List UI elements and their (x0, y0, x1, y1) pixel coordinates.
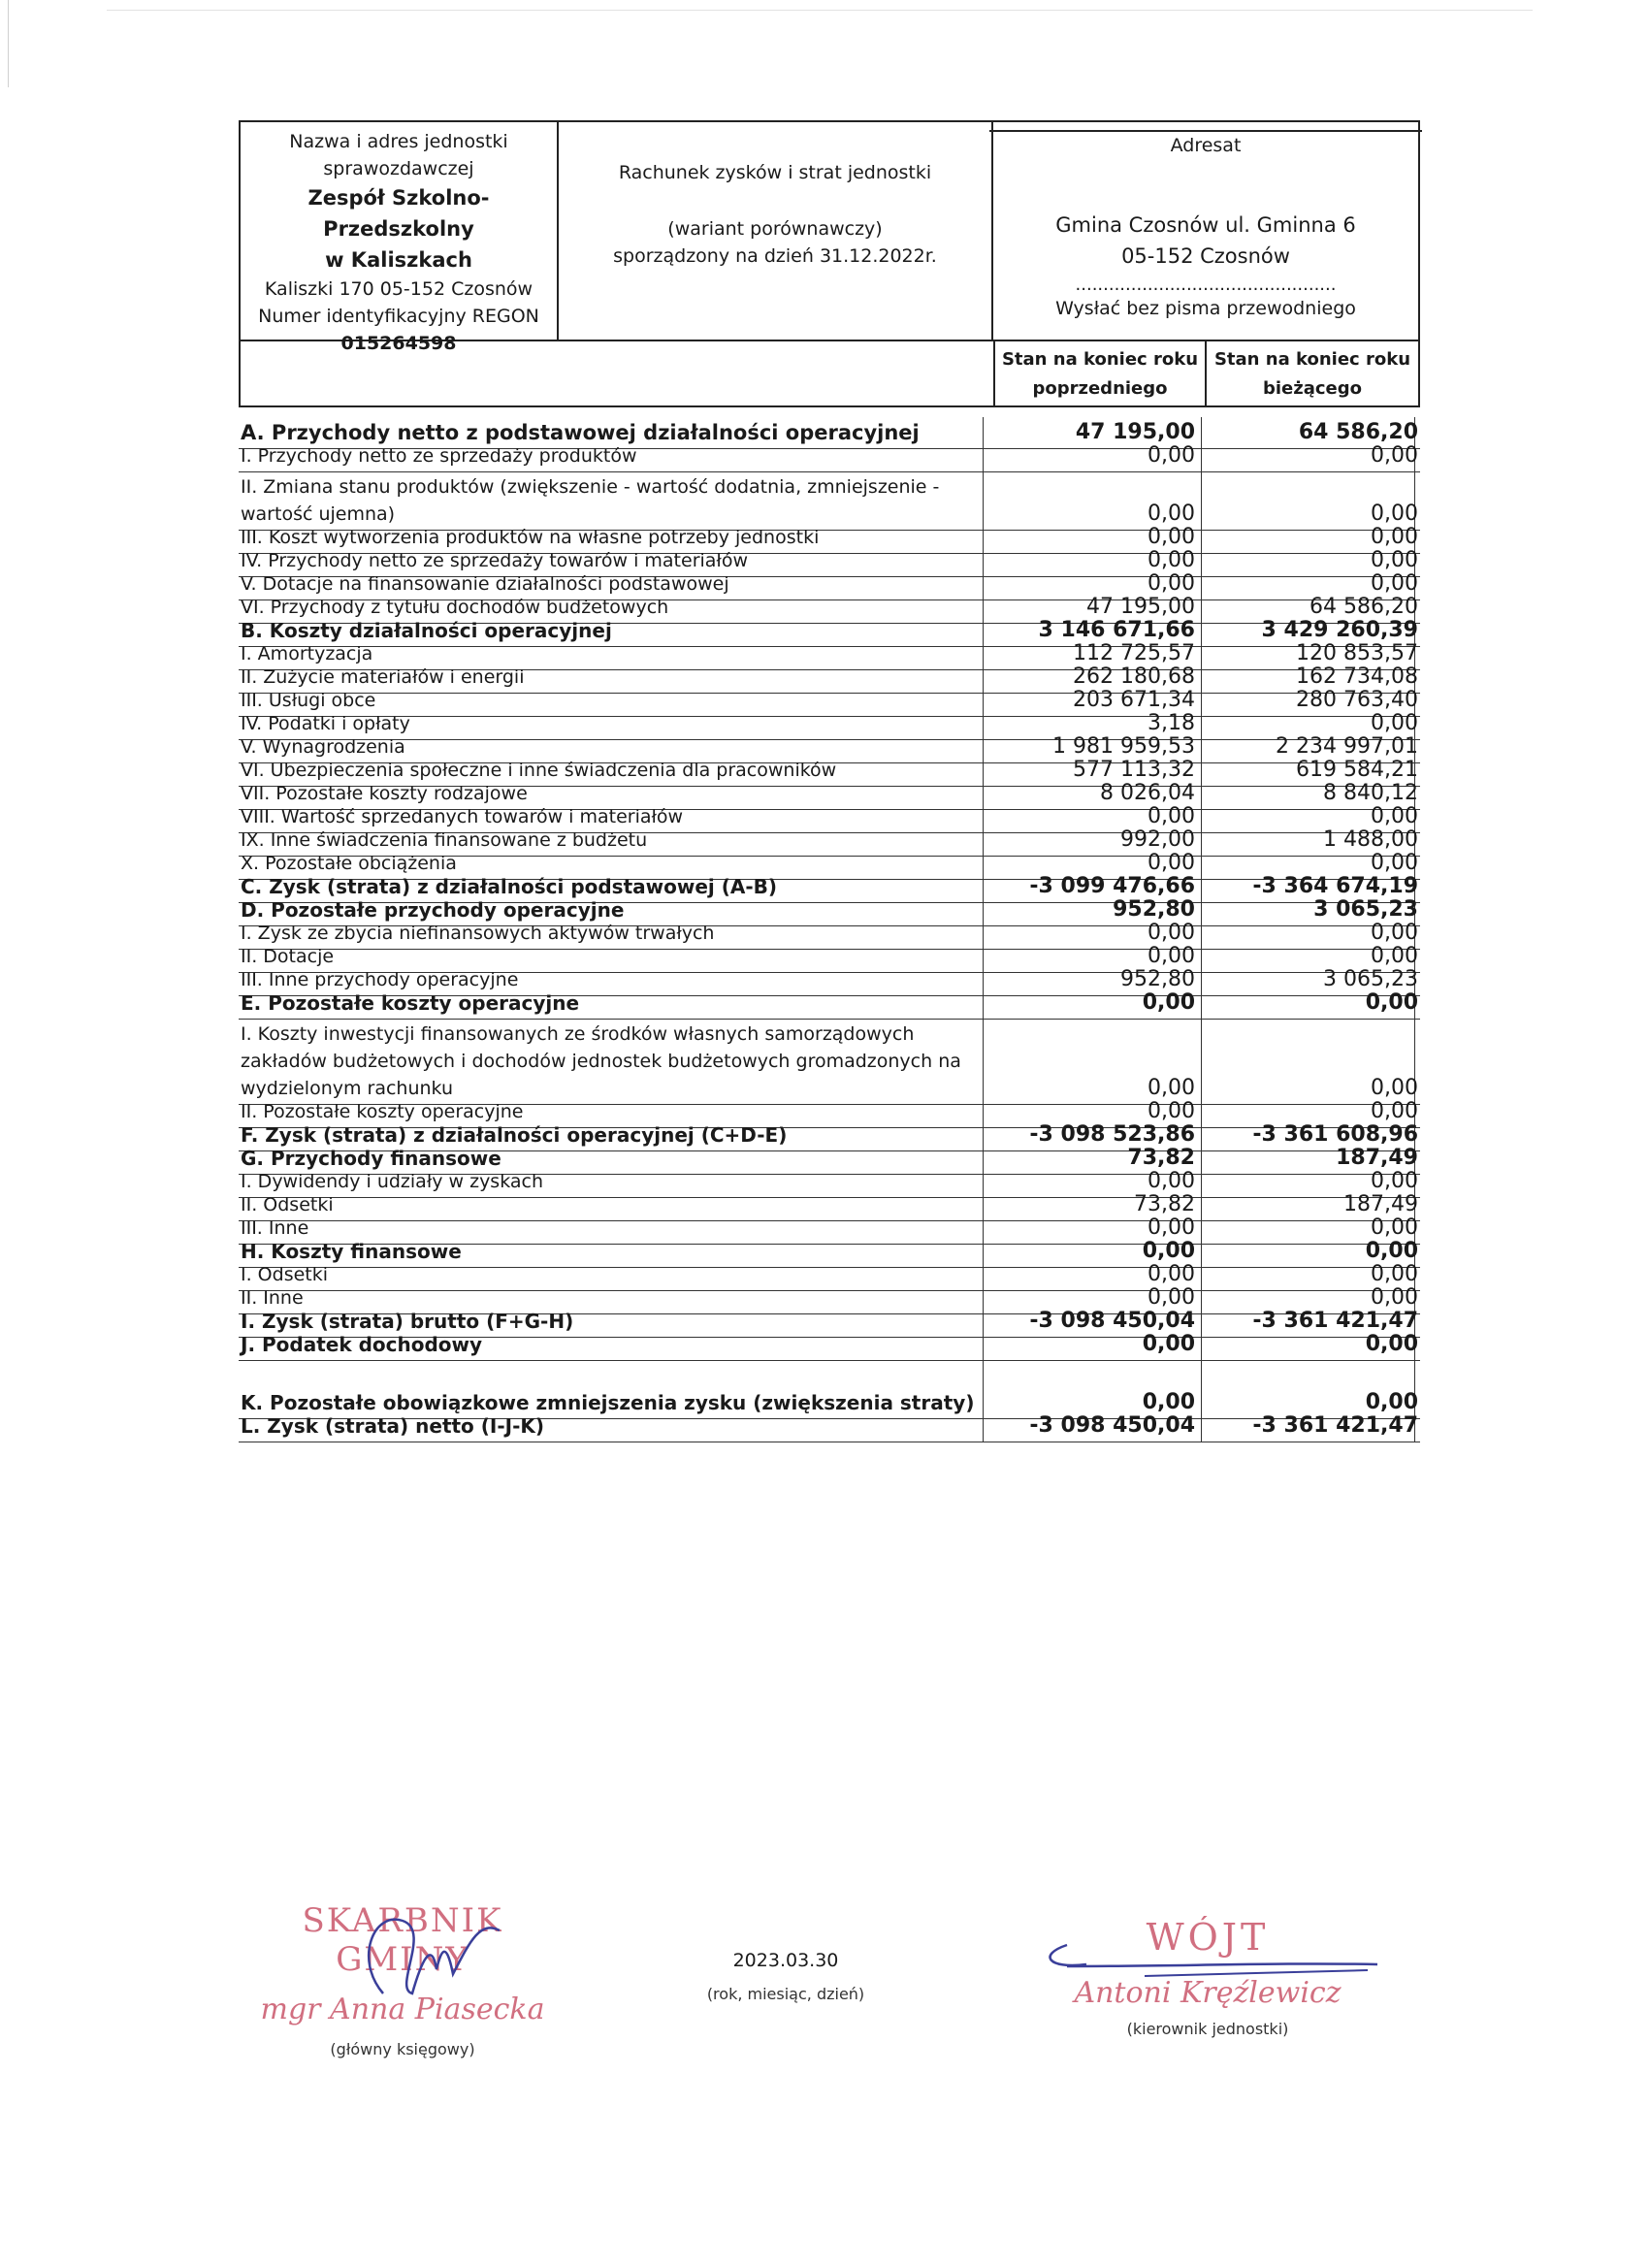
row-label: F. Zysk (strata) z działalności operacyjnej (C+D-E) (241, 1123, 788, 1147)
accountant-signature (238, 1901, 567, 2058)
column-divider (983, 694, 984, 716)
row-value-previous: 0,00 (1148, 548, 1195, 572)
table-row (239, 1332, 1420, 1361)
row-value-current: 3 065,23 (1323, 967, 1418, 991)
column-curr-line1: Stan na koniec roku (1213, 349, 1411, 370)
row-label: II. Pozostałe koszty operacyjne (241, 1101, 524, 1122)
column-divider (983, 1268, 984, 1290)
row-label: B. Koszty działalności operacyjnej (241, 619, 612, 642)
row-value-previous: -3 099 476,66 (1029, 874, 1195, 898)
row-label: I. Odsetki (241, 1264, 329, 1285)
row-value-current: 187,49 (1336, 1146, 1418, 1170)
entity-cell (241, 122, 559, 354)
row-value-current: 0,00 (1365, 1332, 1418, 1356)
recipient-label: Adresat (1170, 135, 1242, 156)
row-value-current: 0,00 (1371, 1262, 1418, 1286)
entity-label-line2: sprawozdawczej (323, 158, 474, 179)
row-label: IV. Podatki i opłaty (241, 713, 410, 734)
column-divider (983, 996, 984, 1019)
row-value-current: 0,00 (1371, 1099, 1418, 1123)
column-divider (983, 1314, 984, 1337)
date-caption: (rok, miesiąc, dzień) (706, 1985, 865, 2003)
row-value-previous: -3 098 450,04 (1029, 1413, 1195, 1438)
entity-name-line1: Zespół Szkolno-Przedszkolny (307, 186, 490, 241)
accountant-stamp: SKARBNIK GMINY (302, 1901, 503, 1979)
table-row (239, 443, 1420, 472)
row-value-previous: 203 671,34 (1073, 688, 1195, 712)
row-value-current: 0,00 (1371, 1076, 1418, 1100)
row-value-current: 3 065,23 (1313, 897, 1418, 922)
row-label: A. Przychody netto z podstawowej działalności operacyjnej (241, 421, 920, 444)
column-divider (983, 1105, 984, 1127)
row-value-previous: 0,00 (1148, 1285, 1195, 1310)
row-label: II. Odsetki (241, 1194, 334, 1215)
accountant-name: mgr Anna Piasecka (260, 1993, 545, 2026)
row-value-previous: -3 098 450,04 (1029, 1309, 1195, 1333)
row-label: D. Pozostałe przychody operacyjne (241, 898, 625, 922)
recipient-cell (993, 122, 1418, 340)
report-title: Rachunek zysków i strat jednostki (618, 162, 932, 183)
row-label: V. Wynagrodzenia (241, 736, 405, 758)
table-row (239, 472, 1420, 531)
income-statement-table (239, 417, 1420, 1442)
row-value-previous: 0,00 (1148, 1215, 1195, 1240)
column-divider (983, 973, 984, 995)
row-label: L. Zysk (strata) netto (I-J-K) (241, 1414, 545, 1438)
row-value-current: 0,00 (1365, 1239, 1418, 1263)
column-divider (983, 1020, 984, 1104)
regon-number: 015264598 (340, 333, 457, 354)
entity-label-line1: Nazwa i adres jednostki (289, 131, 508, 152)
row-label: E. Pozostałe koszty operacyjne (241, 991, 580, 1015)
report-header (239, 120, 1420, 354)
row-value-previous: 0,00 (1148, 921, 1195, 945)
row-value-current: 280 763,40 (1296, 688, 1418, 712)
column-divider (983, 670, 984, 693)
column-divider (983, 1128, 984, 1150)
row-value-current: 0,00 (1371, 921, 1418, 945)
column-divider (983, 1245, 984, 1267)
column-divider (983, 1151, 984, 1174)
column-divider (983, 449, 984, 471)
row-value-previous: 0,00 (1142, 1332, 1195, 1356)
row-value-previous: 0,00 (1148, 571, 1195, 596)
head-caption: (kierownik jednostki) (1126, 2020, 1289, 2038)
row-value-current: 64 586,20 (1310, 595, 1418, 619)
row-label: III. Inne przychody operacyjne (241, 969, 519, 990)
row-label: III. Inne (241, 1217, 309, 1239)
row-label: I. Przychody netto ze sprzedaży produktów (241, 445, 637, 467)
row-value-previous: 0,00 (1148, 1076, 1195, 1100)
row-label: II. Dotacje (241, 946, 335, 967)
column-divider (983, 717, 984, 739)
column-divider (983, 600, 984, 623)
accountant-handwritten-signature (238, 1901, 567, 2018)
column-divider (983, 787, 984, 809)
column-curr-line2: bieżącego (1262, 378, 1362, 399)
row-value-previous: 0,00 (1148, 804, 1195, 828)
row-value-current: 3 429 260,39 (1261, 618, 1418, 642)
column-divider (983, 1221, 984, 1244)
row-value-previous: 577 113,32 (1073, 758, 1195, 782)
row-value-previous: 0,00 (1148, 851, 1195, 875)
row-value-previous: -3 098 523,86 (1029, 1122, 1195, 1147)
column-divider (983, 903, 984, 925)
row-value-current: 187,49 (1343, 1192, 1418, 1216)
row-value-current: 0,00 (1365, 990, 1418, 1015)
row-value-current: 0,00 (1371, 1285, 1418, 1310)
recipient-line1: Gmina Czosnów ul. Gminna 6 (1055, 213, 1356, 237)
row-value-previous: 47 195,00 (1086, 595, 1195, 619)
row-value-previous: 0,00 (1148, 1099, 1195, 1123)
row-value-current: 1 488,00 (1323, 827, 1418, 852)
row-value-previous: 952,80 (1120, 967, 1195, 991)
row-value-current: 0,00 (1371, 443, 1418, 468)
column-divider (983, 417, 984, 448)
row-value-previous: 992,00 (1120, 827, 1195, 852)
row-label: VIII. Wartość sprzedanych towarów i materiałów (241, 806, 684, 827)
row-value-current: -3 361 421,47 (1252, 1413, 1418, 1438)
row-value-current: -3 361 608,96 (1252, 1122, 1418, 1147)
table-row (239, 1361, 1420, 1419)
column-divider (983, 880, 984, 902)
column-divider (983, 833, 984, 856)
row-value-previous: 262 180,68 (1073, 664, 1195, 689)
column-divider (983, 624, 984, 646)
column-divider (983, 1175, 984, 1197)
head-stamp: WÓJT (1146, 1916, 1270, 1959)
row-label: V. Dotacje na finansowanie działalności podstawowej (241, 573, 729, 595)
column-divider (983, 763, 984, 786)
row-label: VII. Pozostałe koszty rodzajowe (241, 783, 528, 804)
row-value-previous: 0,00 (1148, 944, 1195, 968)
row-value-current: 0,00 (1371, 851, 1418, 875)
row-value-current: 619 584,21 (1296, 758, 1418, 782)
scan-edge-top (107, 10, 1533, 11)
date-value: 2023.03.30 (732, 1950, 839, 1971)
entity-address: Kaliszki 170 05-152 Czosnów (264, 278, 534, 300)
row-value-current: 0,00 (1371, 1169, 1418, 1193)
row-value-current: 2 234 997,01 (1276, 734, 1418, 759)
row-label: J. Podatek dochodowy (241, 1333, 483, 1356)
report-date: sporządzony na dzień 31.12.2022r. (613, 245, 937, 267)
row-value-current: 0,00 (1371, 502, 1418, 526)
accountant-caption: (główny księgowy) (330, 2040, 475, 2058)
row-value-current: 0,00 (1365, 1390, 1418, 1414)
column-divider (983, 1361, 984, 1418)
column-divider (983, 577, 984, 599)
row-value-previous: 73,82 (1127, 1146, 1195, 1170)
column-divider (983, 740, 984, 762)
row-value-current: 0,00 (1371, 548, 1418, 572)
column-divider (983, 950, 984, 972)
row-value-previous: 1 981 959,53 (1052, 734, 1195, 759)
row-label: I. Zysk ze zbycia niefinansowych aktywów trwałych (241, 923, 715, 944)
row-value-previous: 0,00 (1148, 1262, 1195, 1286)
row-label: I. Zysk (strata) brutto (F+G-H) (241, 1310, 574, 1333)
report-variant: (wariant porównawczy) (667, 218, 883, 240)
date-block (669, 1950, 902, 2003)
row-value-current: 8 840,12 (1323, 781, 1418, 805)
column-divider (983, 810, 984, 832)
row-value-previous: 8 026,04 (1100, 781, 1195, 805)
row-label: X. Pozostałe obciążenia (241, 853, 457, 874)
row-value-previous: 0,00 (1142, 1390, 1195, 1414)
table-row (239, 1413, 1420, 1442)
column-divider (983, 472, 984, 530)
row-value-previous: 0,00 (1142, 1239, 1195, 1263)
table-row (239, 990, 1420, 1020)
row-label: I. Dywidendy i udziały w zyskach (241, 1171, 544, 1192)
head-handwritten-signature (1028, 1916, 1387, 2003)
row-label: II. Inne (241, 1287, 304, 1309)
column-headers (239, 341, 1420, 407)
row-value-current: 162 734,08 (1296, 664, 1418, 689)
recipient-line2: 05-152 Czosnów (1121, 244, 1290, 268)
column-divider (983, 1291, 984, 1313)
column-divider (983, 857, 984, 879)
row-value-current: 0,00 (1371, 944, 1418, 968)
row-label: VI. Przychody z tytułu dochodów budżetowych (241, 597, 669, 618)
scan-edge-left (8, 0, 9, 87)
head-signature (1028, 1916, 1387, 2038)
column-divider (983, 1198, 984, 1220)
column-divider (983, 926, 984, 949)
table-row (239, 1020, 1420, 1105)
column-divider (983, 531, 984, 553)
row-value-previous: 0,00 (1148, 443, 1195, 468)
row-label: III. Usługi obce (241, 690, 376, 711)
row-value-current: 0,00 (1371, 571, 1418, 596)
row-label: G. Przychody finansowe (241, 1147, 501, 1170)
row-value-current: 0,00 (1371, 525, 1418, 549)
row-label: VI. Ubezpieczenia społeczne i inne świadczenia dla pracowników (241, 760, 837, 781)
row-value-current: -3 364 674,19 (1252, 874, 1418, 898)
row-value-previous: 0,00 (1148, 1169, 1195, 1193)
entity-name-line2: w Kaliszkach (325, 248, 472, 272)
recipient-dots: ............................................... (1075, 275, 1337, 295)
column-divider (983, 554, 984, 576)
row-label: IX. Inne świadczenia finansowane z budżetu (241, 829, 648, 851)
row-label: IV. Przychody netto ze sprzedaży towarów i materiałów (241, 550, 748, 571)
row-label: II. Zmiana stanu produktów (zwiększenie - wartość dodatnia, zmniejszenie - wartość ujemna) (241, 476, 940, 525)
row-label: II. Zużycie materiałów i energii (241, 666, 525, 688)
column-header-previous (993, 341, 1205, 405)
row-label: III. Koszt wytworzenia produktów na własne potrzeby jednostki (241, 527, 820, 548)
row-value-current: 0,00 (1371, 804, 1418, 828)
row-value-previous: 47 195,00 (1075, 420, 1195, 444)
row-value-current: 0,00 (1371, 1215, 1418, 1240)
row-label: I. Amortyzacja (241, 643, 373, 664)
column-prev-line1: Stan na koniec roku (1001, 349, 1199, 370)
regon-label: Numer identyfikacyjny REGON (258, 306, 539, 327)
row-value-previous: 73,82 (1134, 1192, 1195, 1216)
column-divider (983, 1419, 984, 1442)
row-value-current: 120 853,57 (1296, 641, 1418, 665)
row-value-previous: 0,00 (1142, 990, 1195, 1015)
row-value-previous: 112 725,57 (1073, 641, 1195, 665)
column-divider (983, 1338, 984, 1360)
column-divider (983, 647, 984, 669)
row-label: C. Zysk (strata) z działalności podstawowej (A-B) (241, 875, 778, 898)
row-value-previous: 0,00 (1148, 525, 1195, 549)
column-prev-line2: poprzedniego (1032, 378, 1168, 399)
row-value-current: 64 586,20 (1298, 420, 1418, 444)
row-value-previous: 952,80 (1113, 897, 1195, 922)
report-title-cell (559, 122, 993, 340)
row-value-previous: 3,18 (1148, 711, 1195, 735)
column-header-current (1205, 341, 1418, 405)
row-label: K. Pozostałe obowiązkowe zmniejszenia zysku (zwiększenia straty) (241, 1391, 975, 1414)
row-value-previous: 3 146 671,66 (1038, 618, 1195, 642)
recipient-note: Wysłać bez pisma przewodniego (1055, 298, 1356, 319)
row-value-previous: 0,00 (1148, 502, 1195, 526)
row-label: I. Koszty inwestycji finansowanych ze środków własnych samorządowych zakładów budżetowych i dochodów jednostek budżetowych gromadzonych na wydzielonym rachunku (241, 1023, 961, 1099)
row-label: H. Koszty finansowe (241, 1240, 462, 1263)
head-name: Antoni Kręźlewicz (1074, 1976, 1342, 2010)
row-value-current: 0,00 (1371, 711, 1418, 735)
row-value-current: -3 361 421,47 (1252, 1309, 1418, 1333)
